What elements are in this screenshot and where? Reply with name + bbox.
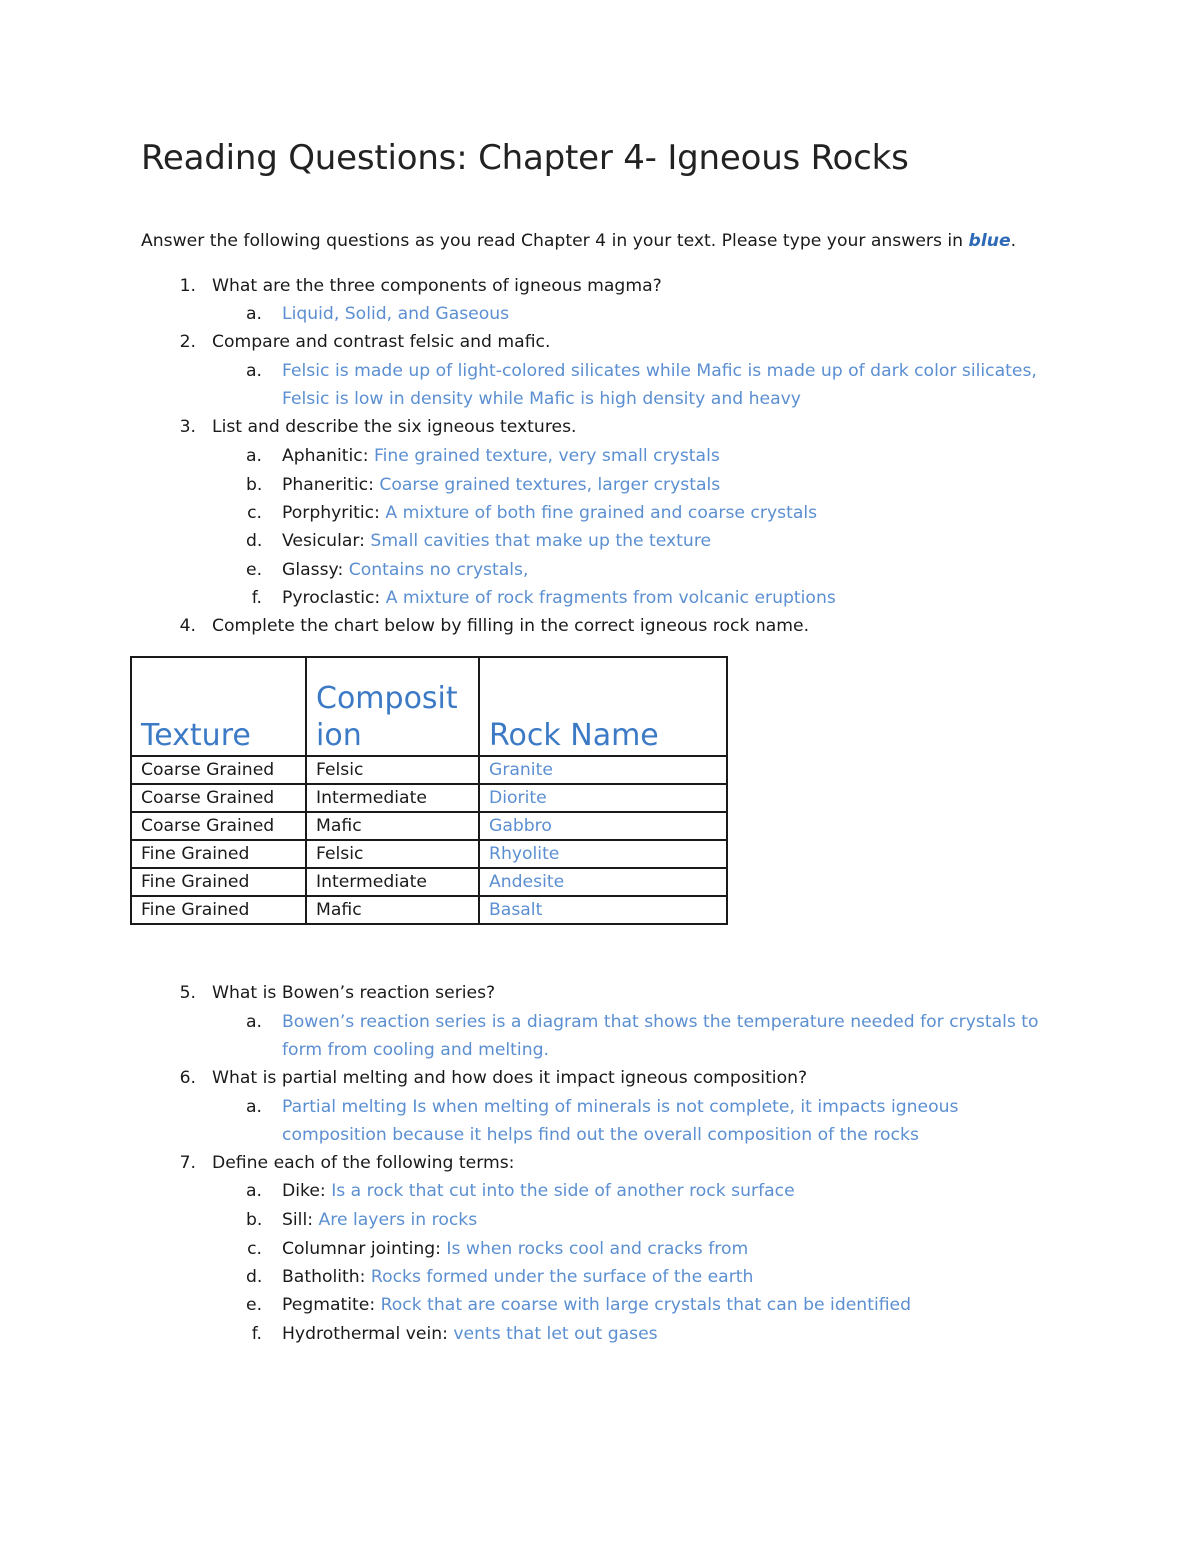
composition-cell: Intermediate <box>306 868 479 896</box>
question-text: Compare and contrast felsic and mafic. <box>212 332 551 352</box>
rock-name-cell: Andesite <box>479 868 727 896</box>
table-row <box>131 784 727 812</box>
item-letter: e. <box>246 560 263 580</box>
term-label: Hydrothermal vein: <box>282 1324 448 1344</box>
term-answer: Fine grained texture, very small crystals <box>374 446 720 466</box>
question-number: 3. <box>179 417 196 437</box>
header-texture: Texture <box>131 657 306 756</box>
item-letter: c. <box>247 1239 262 1259</box>
header-rock-name: Rock Name <box>479 657 727 756</box>
question-number: 1. <box>179 276 196 296</box>
composition-cell: Felsic <box>306 840 479 868</box>
answer-text: Liquid, Solid, and Gaseous <box>282 304 510 324</box>
answer-letter: a. <box>246 1097 262 1117</box>
intro-end: . <box>1010 231 1017 251</box>
item-letter: b. <box>246 475 263 495</box>
table-row <box>131 840 727 868</box>
item-letter: b. <box>246 1210 263 1230</box>
answer-text: Partial melting Is when melting of minerals is not complete, it impacts igneous <box>282 1097 959 1117</box>
texture-cell: Fine Grained <box>131 896 306 924</box>
header-composition: Composit ion <box>306 657 479 756</box>
term-answer: Rocks formed under the surface of the earth <box>370 1267 754 1287</box>
question-text: What is partial melting and how does it impact igneous composition? <box>212 1068 808 1088</box>
term-answer: Rock that are coarse with large crystals that can be identified <box>380 1295 912 1315</box>
item-letter: a. <box>246 1181 262 1201</box>
table-row <box>131 868 727 896</box>
table-row <box>131 756 727 784</box>
rock-name-cell: Basalt <box>479 896 727 924</box>
rock-name-cell: Granite <box>479 756 727 784</box>
term-label: Vesicular: <box>282 531 365 551</box>
term-answer: vents that let out gases <box>453 1324 658 1344</box>
question-number: 2. <box>179 332 196 352</box>
intro-body: Answer the following questions as you read Chapter 4 in your text. Please type your answers in <box>141 231 969 251</box>
item-letter: c. <box>247 503 262 523</box>
item-letter: a. <box>246 446 262 466</box>
term-answer: Contains no crystals, <box>348 560 529 580</box>
question-number: 7. <box>179 1153 196 1173</box>
texture-cell: Fine Grained <box>131 868 306 896</box>
rock-name-cell: Rhyolite <box>479 840 727 868</box>
answer-letter: a. <box>246 1012 262 1032</box>
igneous-rock-chart <box>130 656 728 925</box>
term-answer: Small cavities that make up the texture <box>370 531 712 551</box>
composition-cell: Mafic <box>306 812 479 840</box>
texture-cell: Coarse Grained <box>131 784 306 812</box>
page-title: Reading Questions: Chapter 4- Igneous Rocks <box>141 138 909 178</box>
table-row <box>131 812 727 840</box>
table-row <box>131 896 727 924</box>
term-label: Porphyritic: <box>282 503 380 523</box>
item-letter: d. <box>246 531 263 551</box>
texture-cell: Fine Grained <box>131 840 306 868</box>
answer-text: form from cooling and melting. <box>282 1040 549 1060</box>
term-label: Aphanitic: <box>282 446 369 466</box>
composition-cell: Mafic <box>306 896 479 924</box>
answer-text: composition because it helps find out the overall composition of the rocks <box>282 1125 919 1145</box>
term-label: Glassy: <box>282 560 344 580</box>
question-text: List and describe the six igneous textures. <box>212 417 577 437</box>
answer-text: Felsic is made up of light-colored silicates while Mafic is made up of dark color silicates, <box>282 361 1037 381</box>
term-label: Pyroclastic: <box>282 588 381 608</box>
texture-cell: Coarse Grained <box>131 812 306 840</box>
term-label: Dike: <box>282 1181 326 1201</box>
intro-text <box>141 229 1016 253</box>
question-number: 6. <box>179 1068 196 1088</box>
question-number: 5. <box>179 983 196 1003</box>
term-answer: Is a rock that cut into the side of another rock surface <box>331 1181 795 1201</box>
question-number: 4. <box>179 616 196 636</box>
term-answer: A mixture of rock fragments from volcanic eruptions <box>385 588 836 608</box>
term-answer: Is when rocks cool and cracks from <box>446 1239 749 1259</box>
term-answer: Are layers in rocks <box>318 1210 478 1230</box>
question-text: Complete the chart below by filling in the correct igneous rock name. <box>212 616 810 636</box>
answer-text: Felsic is low in density while Mafic is high density and heavy <box>282 389 801 409</box>
rock-name-cell: Gabbro <box>479 812 727 840</box>
table-header-row <box>131 657 727 756</box>
texture-cell: Coarse Grained <box>131 756 306 784</box>
composition-cell: Intermediate <box>306 784 479 812</box>
composition-cell: Felsic <box>306 756 479 784</box>
answer-letter: a. <box>246 304 262 324</box>
item-letter: f. <box>251 588 262 608</box>
term-label: Sill: <box>282 1210 314 1230</box>
term-label: Phaneritic: <box>282 475 374 495</box>
term-label: Batholith: <box>282 1267 366 1287</box>
intro-highlight: blue <box>968 231 1011 251</box>
term-answer: Coarse grained textures, larger crystals <box>379 475 721 495</box>
term-answer: A mixture of both fine grained and coarse crystals <box>385 503 818 523</box>
term-label: Pegmatite: <box>282 1295 376 1315</box>
item-letter: f. <box>251 1324 262 1344</box>
question-text: Define each of the following terms: <box>212 1153 515 1173</box>
question-text: What is Bowen’s reaction series? <box>212 983 496 1003</box>
item-letter: d. <box>246 1267 263 1287</box>
rock-name-cell: Diorite <box>479 784 727 812</box>
question-text: What are the three components of igneous magma? <box>212 276 662 296</box>
answer-text: Bowen’s reaction series is a diagram that shows the temperature needed for crystals to <box>282 1012 1039 1032</box>
item-letter: e. <box>246 1295 263 1315</box>
answer-letter: a. <box>246 361 262 381</box>
term-label: Columnar jointing: <box>282 1239 441 1259</box>
